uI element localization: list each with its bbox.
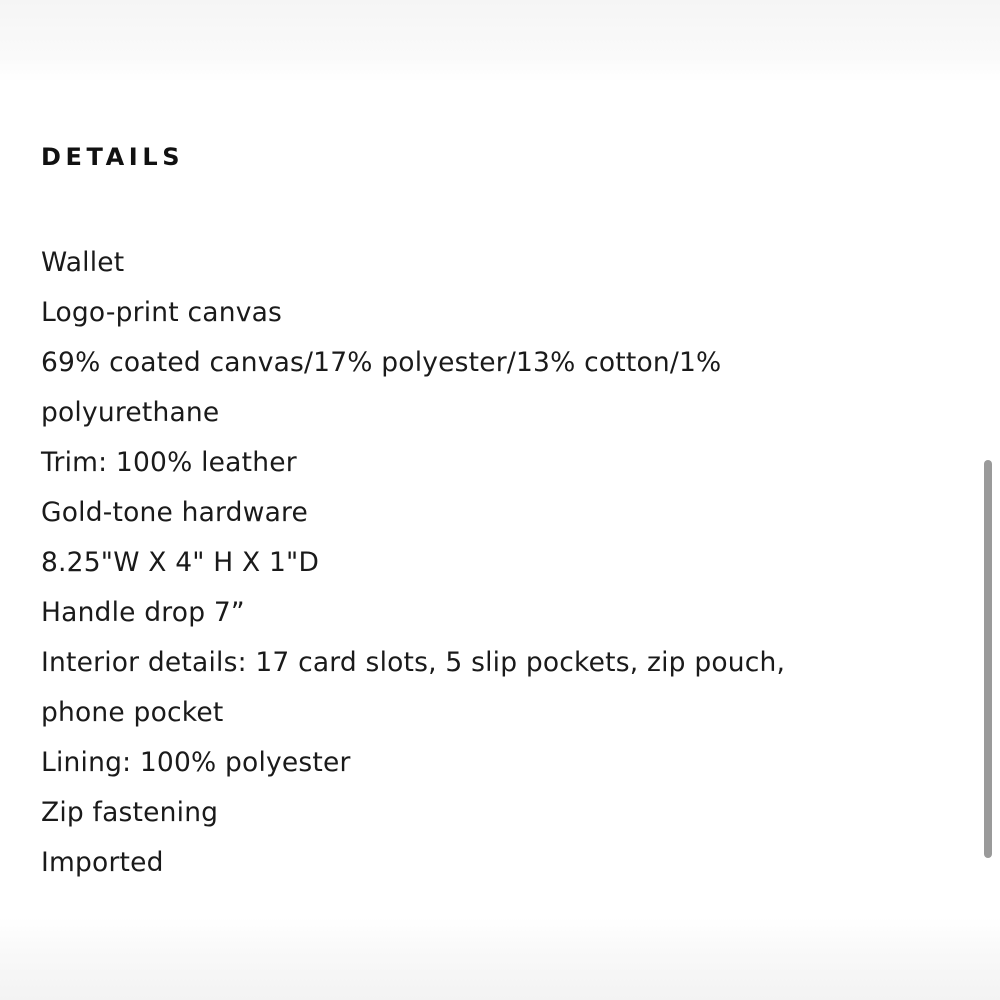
- detail-item-material-print: Logo-print canvas: [41, 297, 283, 328]
- detail-item-lining: Lining: 100% polyester: [41, 747, 351, 778]
- detail-item-hardware: Gold-tone hardware: [41, 497, 309, 528]
- detail-item-handle-drop: Handle drop 7”: [41, 597, 245, 628]
- top-image-edge: [0, 0, 1000, 82]
- detail-item-dimensions: 8.25"W X 4" H X 1"D: [41, 547, 320, 578]
- detail-item-composition: 69% coated canvas/17% polyester/13% cotton/1% polyurethane: [41, 347, 722, 428]
- detail-item-fastening: Zip fastening: [41, 797, 219, 828]
- detail-item-trim: Trim: 100% leather: [41, 447, 297, 478]
- detail-item-origin: Imported: [41, 847, 164, 878]
- detail-item-type: Wallet: [41, 247, 125, 278]
- vertical-scrollbar[interactable]: [984, 460, 992, 858]
- details-section: [41, 138, 961, 888]
- details-list: [41, 238, 871, 888]
- detail-item-interior: Interior details: 17 card slots, 5 slip pockets, zip pouch, phone pocket: [41, 647, 786, 728]
- details-heading: DETAILS: [41, 143, 185, 171]
- bottom-image-edge: [0, 918, 1000, 1000]
